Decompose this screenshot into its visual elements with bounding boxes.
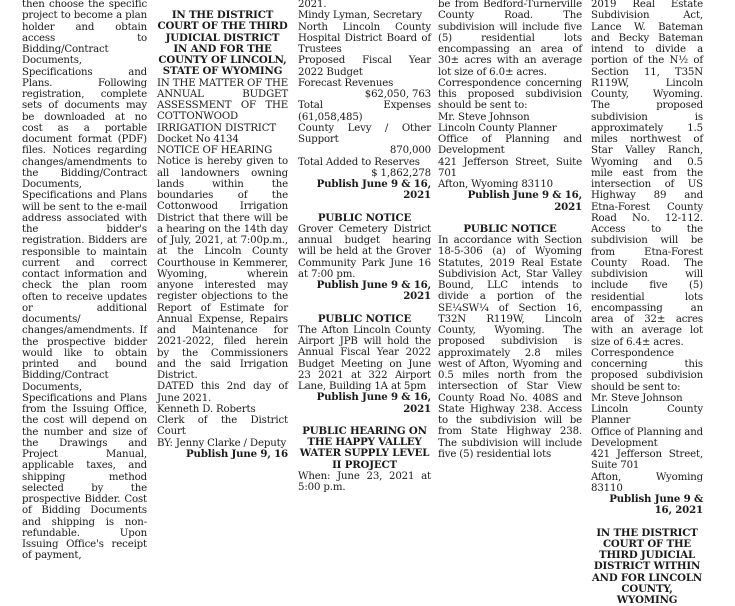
notice-paragraph: Total Expenses (61,058,485) xyxy=(298,100,431,123)
notice-heading: IN THE DISTRICT COURT OF THE THIRD JUDICIAL DISTRICT xyxy=(157,10,288,44)
notice-paragraph: NOTICE OF HEARING xyxy=(157,145,288,156)
publish-line: Publish June 9 & 16, 2021 xyxy=(438,190,582,213)
spacer xyxy=(298,202,431,213)
notice-paragraph: then choose the specific project to become a plan holder and obtain access to Bidding/Contract Documents, Specifications and Plans. Following registration, complete sets of documents may be downloaded at no cost as a portable document format (PDF) files. Notices regarding changes/amendments to the Bidding/Contract Documents, Specifications and Plans will be sent to the e-mail address associated with the bidder's registration. Bidders are responsible to maintain current and correct contact information and check the plan room often to receive updates or additional documents/ changes/amendments. If the prospective bidder would like to obtain printed and bound Bidding/Contract Documents, Specifications and Plans from the Issuing Office, the cost will depend on the number and size of the Drawings and Project Manual, applicable taxes, and shipping method selected by the prospective Bidder. Cost of Bidding Documents and shipping is non-refundable. Upon Issuing Office's receipt of payment, xyxy=(22,0,147,562)
notice-paragraph: Lincoln County Planner xyxy=(438,123,582,134)
notice-paragraph: Total Added to Reserves xyxy=(298,157,431,168)
notice-heading: PUBLIC NOTICE xyxy=(298,314,431,325)
notice-heading: PUBLIC NOTICE xyxy=(438,224,582,235)
notice-paragraph: Correspondence concerning this proposed subdivision should be sent to: xyxy=(591,348,703,393)
column-2 xyxy=(157,0,288,460)
notice-paragraph: Mindy Lyman, Secretary xyxy=(298,10,431,21)
column-3 xyxy=(298,0,431,493)
spacer xyxy=(591,517,703,528)
notice-paragraph: be from Bedford-Turnerville County Road. The subdivision will include five (5) residential lots encompassing an area of 30± acres with an average lot size of 6.0± acres. xyxy=(438,0,582,78)
notice-paragraph: 421 Jefferson Street, Suite 701 xyxy=(438,157,582,180)
notice-paragraph: Proposed Fiscal Year 2022 Budget xyxy=(298,55,431,78)
notice-paragraph: IN THE MATTER OF THE ANNUAL BUDGET ASSESSMENT OF THE COTTONWOOD IRRIGATION DISTRICT xyxy=(157,78,288,134)
notice-paragraph: Grover Cemetery District annual budget hearing will be held at the Grover Community Park June 16 at 7:00 pm. xyxy=(298,224,431,280)
notice-paragraph: Kenneth D. Roberts xyxy=(157,404,288,415)
notice-paragraph: 421 Jefferson Street, Suite 701 xyxy=(591,449,703,472)
column-4 xyxy=(438,0,582,460)
amount-line: 870,000 xyxy=(298,145,431,156)
notice-paragraph: Lincoln County Planner xyxy=(591,404,703,427)
notice-heading: IN AND FOR THE COUNTY OF LINCOLN, STATE OF WYOMING xyxy=(157,44,288,78)
notice-paragraph: DATED this 2nd day of June 2021. xyxy=(157,381,288,404)
spacer xyxy=(298,303,431,314)
notice-paragraph: Forecast Revenues xyxy=(298,78,431,89)
notice-paragraph: Mr. Steve Johnson xyxy=(591,393,703,404)
publish-line: Publish June 9 & 16, 2021 xyxy=(298,280,431,303)
notice-paragraph: The Afton Lincoln County Airport JPB will hold the Annual Fiscal Year 2022 Budget Meeting on June 23 2021 at 322 Airport Lane, Building 1A at 5pm xyxy=(298,325,431,393)
notice-paragraph: Notice is hereby given to all landowners owning lands within the boundaries of the Cottonwood Irrigation District that there will be a hearing on the 14th day of July, 2021, at 7:00p.m., at the Lincoln County Courthouse in Kemmerer, Wyoming, wherein anyone interested may register objections to the Report of Estimate for Annual Expense, Repairs and Maintenance for 2021-2022, filed herein by the Commissioners and the said Irrigation District. xyxy=(157,156,288,381)
amount-line: $ 1,862,278 xyxy=(298,168,431,179)
notice-heading: PUBLIC HEARING ON THE HAPPY VALLEY WATER SUPPLY LEVEL II PROJECT xyxy=(298,426,431,471)
notice-paragraph: In accordance with Section 18-5-306 (a) of Wyoming Statutes, 2019 Real Estate Subdivision Act, Star Valley Bound, LLC intends to divide a portion of the SE¼SW¼ of Section 16, T32N R119W, Lincoln County, Wyoming. The proposed subdivision is approximately 2.8 miles west of Afton, Wyoming and 0.5 miles north from the intersection of Star View County Road No. 408S and State Highway 238. Access to the subdivision will be from State Highway 238. The subdivision will include five (5) residential lots xyxy=(438,235,582,460)
notice-paragraph: Afton, Wyoming 83110 xyxy=(438,179,582,190)
spacer xyxy=(298,415,431,426)
notice-heading: IN THE DISTRICT COURT OF THE THIRD JUDICIAL DISTRICT WITHIN AND FOR LINCOLN COUNTY, WYOMING xyxy=(591,528,703,606)
publish-line: Publish June 9 & 16, 2021 xyxy=(298,392,431,415)
notice-paragraph: When: June 23, 2021 at 5:00 p.m. xyxy=(298,471,431,494)
notice-paragraph: 2019 Real Estate Subdivision Act, Lance W. Bateman and Becky Bateman intend to divide a portion of the N½ of Section 11, T35N R119W, Lincoln County, Wyoming. The proposed subdivision is approximately 1.5 miles northwest of Star Valley Ranch, Wyoming and 0.5 mile east from the intersection of US Highway 89 and Etna-Forest County Road No. 12-112. Access to the subdivision will be from Etna-Forest County Road. The subdivision will include five (5) residential lots encompassing an area of 32± acres with an average lot size of 6.4± acres. xyxy=(591,0,703,348)
publish-line: Publish June 9, 16 xyxy=(157,449,288,460)
column-5 xyxy=(591,0,703,606)
amount-line: $62,050, 763 xyxy=(298,89,431,100)
notice-paragraph: Office of Planning and Development xyxy=(591,427,703,450)
notice-paragraph: County Levy / Other Support xyxy=(298,123,431,146)
notice-paragraph: BY: Jenny Clarke / Deputy xyxy=(157,438,288,449)
notice-paragraph: Clerk of the District Court xyxy=(157,415,288,438)
column-1 xyxy=(22,0,147,562)
publish-line: Publish June 9 & 16, 2021 xyxy=(591,494,703,517)
notice-paragraph: Office of Planning and Development xyxy=(438,134,582,157)
notice-paragraph: 2021. xyxy=(298,0,431,10)
notice-paragraph: Afton, Wyoming 83110 xyxy=(591,472,703,495)
notice-paragraph: Mr. Steve Johnson xyxy=(438,112,582,123)
notice-heading: PUBLIC NOTICE xyxy=(298,213,431,224)
notice-paragraph: Correspondence concerning this proposed subdivision should be sent to: xyxy=(438,78,582,112)
publish-line: Publish June 9 & 16, 2021 xyxy=(298,179,431,202)
notice-paragraph: Docket No 4134 xyxy=(157,134,288,145)
notice-paragraph: North Lincoln County Hospital District Board of Trustees xyxy=(298,22,431,56)
